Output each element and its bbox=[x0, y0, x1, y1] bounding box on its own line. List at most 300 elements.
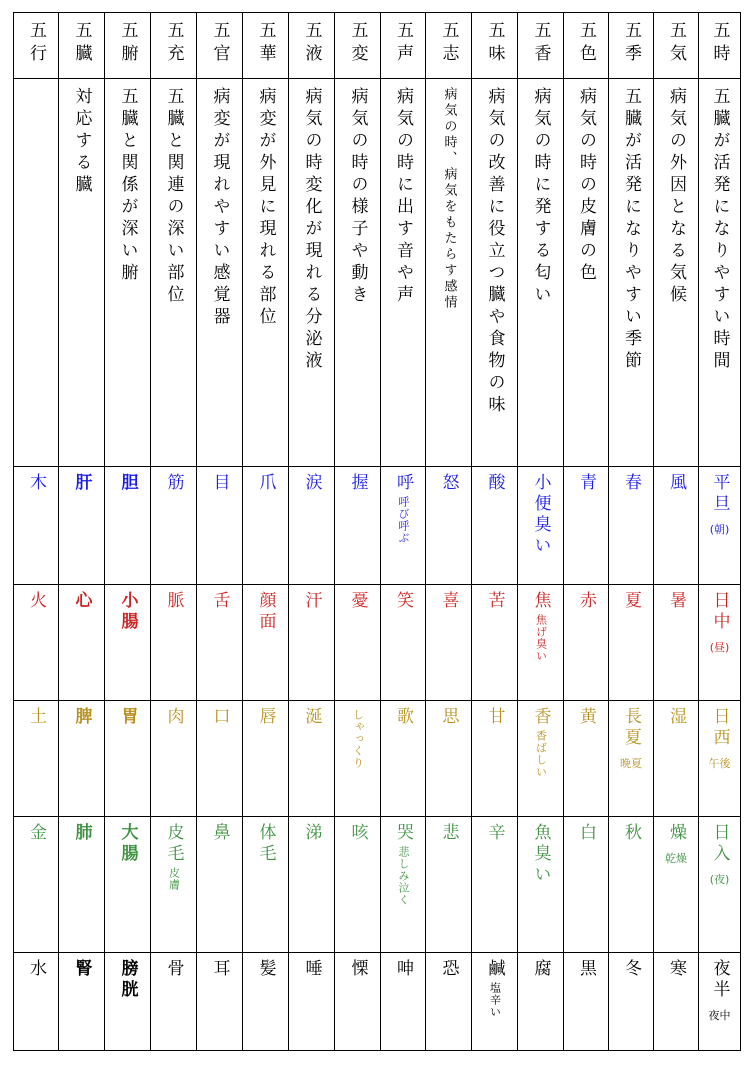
cell-main-text: 膀胱 bbox=[117, 959, 138, 1001]
element-cell bbox=[335, 953, 381, 1051]
header-cell bbox=[564, 13, 609, 79]
element-row-water bbox=[14, 953, 741, 1051]
cell-content bbox=[564, 817, 608, 844]
description-text: 五臓が活発になりやすい時間 bbox=[709, 87, 730, 373]
cell-main-text: 恐 bbox=[438, 959, 459, 980]
header-label: 五季 bbox=[621, 21, 641, 67]
cell-content bbox=[472, 585, 517, 612]
cell-content bbox=[426, 701, 471, 728]
cell-main-text: 骨 bbox=[163, 959, 184, 980]
cell-content bbox=[59, 953, 104, 980]
cell-main-text: 香 bbox=[530, 707, 551, 728]
cell-content bbox=[243, 467, 288, 494]
cell-content bbox=[151, 585, 196, 612]
header-cell bbox=[609, 13, 654, 79]
cell-content bbox=[59, 467, 104, 494]
cell-main-text: 慄 bbox=[347, 959, 368, 980]
cell-content bbox=[243, 817, 288, 865]
header-label: 五臓 bbox=[71, 21, 92, 67]
cell-content bbox=[14, 953, 58, 980]
description-text: 病気の改善に役立つ臓や食物の味 bbox=[484, 87, 505, 417]
element-cell bbox=[289, 467, 335, 585]
cell-sub-text: 呼び呼ぶ bbox=[397, 496, 410, 544]
cell-main-text: 涙 bbox=[301, 473, 322, 494]
cell-main-text: 腎 bbox=[71, 959, 92, 980]
header-cell bbox=[699, 13, 741, 79]
cell-main-text: 秋 bbox=[621, 823, 641, 844]
cell-main-text: 胃 bbox=[117, 707, 138, 728]
cell-content bbox=[564, 585, 608, 612]
element-cell bbox=[59, 467, 105, 585]
cell-main-text: 湿 bbox=[666, 707, 686, 728]
cell-main-text: 口 bbox=[209, 707, 230, 728]
cell-note-text: 晩夏 bbox=[620, 757, 642, 770]
element-cell bbox=[14, 585, 59, 701]
element-cell bbox=[654, 701, 699, 817]
element-cell bbox=[472, 817, 518, 953]
cell-main-text: 胆 bbox=[117, 473, 138, 494]
cell-content bbox=[426, 585, 471, 612]
element-cell bbox=[59, 585, 105, 701]
element-cell bbox=[518, 701, 564, 817]
cell-main-text: 髪 bbox=[255, 959, 276, 980]
cell-main-text: 夏 bbox=[621, 591, 641, 612]
cell-main-text: 木 bbox=[26, 473, 46, 494]
header-cell bbox=[426, 13, 472, 79]
cell-content bbox=[197, 953, 242, 980]
cell-content bbox=[105, 953, 150, 1001]
cell-sub-text: しゃっくり bbox=[351, 709, 365, 769]
cell-main-text: 小腸 bbox=[117, 591, 138, 633]
element-cell bbox=[472, 953, 518, 1051]
element-cell bbox=[381, 953, 426, 1051]
cell-content bbox=[564, 953, 608, 980]
cell-main-text: 爪 bbox=[255, 473, 276, 494]
cell-content bbox=[426, 953, 471, 980]
element-cell bbox=[654, 585, 699, 701]
cell-content bbox=[699, 467, 740, 537]
cell-main-text: 風 bbox=[666, 473, 686, 494]
cell-main-text: 筋 bbox=[163, 473, 184, 494]
header-label: 五気 bbox=[666, 21, 686, 67]
element-row-metal bbox=[14, 817, 741, 953]
element-cell bbox=[151, 467, 197, 585]
header-cell bbox=[335, 13, 381, 79]
cell-content bbox=[151, 701, 196, 728]
element-cell bbox=[105, 467, 151, 585]
element-cell bbox=[654, 817, 699, 953]
header-cell bbox=[472, 13, 518, 79]
cell-content bbox=[699, 701, 740, 771]
cell-main-text: 鼻 bbox=[209, 823, 230, 844]
cell-content bbox=[335, 467, 380, 494]
element-cell bbox=[518, 467, 564, 585]
header-cell bbox=[654, 13, 699, 79]
header-label: 五香 bbox=[530, 21, 551, 67]
cell-main-text: 唇 bbox=[255, 707, 276, 728]
element-cell bbox=[197, 585, 243, 701]
cell-content bbox=[197, 467, 242, 494]
cell-content bbox=[151, 817, 196, 891]
cell-main-text: 汗 bbox=[301, 591, 322, 612]
cell-main-text: 哭 bbox=[393, 823, 413, 844]
cell-main-text: 赤 bbox=[576, 591, 596, 612]
header-cell bbox=[197, 13, 243, 79]
cell-content bbox=[699, 953, 740, 1023]
description-cell bbox=[105, 79, 151, 467]
cell-main-text: 土 bbox=[26, 707, 46, 728]
element-cell bbox=[564, 585, 609, 701]
cell-main-text: 喜 bbox=[438, 591, 459, 612]
element-cell bbox=[518, 953, 564, 1051]
header-label: 五色 bbox=[576, 21, 596, 67]
element-cell bbox=[243, 467, 289, 585]
cell-content bbox=[59, 817, 104, 844]
cell-content bbox=[564, 701, 608, 728]
cell-content bbox=[59, 701, 104, 728]
element-cell bbox=[426, 467, 472, 585]
element-cell bbox=[609, 701, 654, 817]
cell-content bbox=[654, 701, 698, 728]
cell-main-text: 目 bbox=[209, 473, 230, 494]
cell-content bbox=[654, 817, 698, 866]
cell-main-text: 腐 bbox=[530, 959, 551, 980]
description-text: 病気の時の皮膚の色 bbox=[576, 87, 596, 285]
description-cell bbox=[609, 79, 654, 467]
cell-main-text: 水 bbox=[26, 959, 46, 980]
cell-content bbox=[518, 701, 563, 778]
cell-main-text: 肉 bbox=[163, 707, 184, 728]
cell-main-text: 唾 bbox=[301, 959, 322, 980]
description-text: 五臓と関係が深い腑 bbox=[117, 87, 138, 285]
element-cell bbox=[335, 467, 381, 585]
header-cell bbox=[14, 13, 59, 79]
header-label: 五液 bbox=[301, 21, 322, 67]
cell-content bbox=[518, 817, 563, 886]
cell-content bbox=[14, 467, 58, 494]
element-cell bbox=[699, 467, 741, 585]
cell-content bbox=[472, 701, 517, 728]
cell-main-text: 長夏 bbox=[621, 707, 641, 749]
cell-content bbox=[381, 817, 425, 906]
element-cell bbox=[609, 953, 654, 1051]
cell-main-text: 心 bbox=[71, 591, 92, 612]
cell-content bbox=[243, 953, 288, 980]
cell-sub-text: 皮膚 bbox=[167, 867, 181, 891]
header-row bbox=[14, 13, 741, 79]
cell-main-text: 夜半 bbox=[709, 959, 730, 1001]
description-cell bbox=[472, 79, 518, 467]
element-cell bbox=[197, 701, 243, 817]
element-cell bbox=[59, 701, 105, 817]
element-cell bbox=[197, 817, 243, 953]
element-cell bbox=[59, 817, 105, 953]
element-cell bbox=[472, 467, 518, 585]
element-cell bbox=[105, 701, 151, 817]
element-cell bbox=[472, 701, 518, 817]
element-cell bbox=[105, 585, 151, 701]
description-cell bbox=[381, 79, 426, 467]
element-cell bbox=[197, 467, 243, 585]
cell-content bbox=[105, 467, 150, 494]
description-cell bbox=[426, 79, 472, 467]
description-cell bbox=[335, 79, 381, 467]
element-row-wood bbox=[14, 467, 741, 585]
element-cell bbox=[335, 817, 381, 953]
cell-sub-text: 香ばしい bbox=[534, 730, 548, 778]
cell-content bbox=[381, 467, 425, 544]
cell-content bbox=[609, 817, 653, 844]
cell-content bbox=[243, 701, 288, 728]
header-label: 五時 bbox=[709, 21, 730, 67]
description-row bbox=[14, 79, 741, 467]
element-cell bbox=[699, 585, 741, 701]
description-cell bbox=[564, 79, 609, 467]
element-cell bbox=[381, 467, 426, 585]
header-label: 五志 bbox=[438, 21, 459, 67]
cell-content bbox=[699, 817, 740, 887]
cell-main-text: 脈 bbox=[163, 591, 184, 612]
cell-main-text: 肝 bbox=[71, 473, 92, 494]
cell-content bbox=[289, 953, 334, 980]
cell-main-text: 肺 bbox=[71, 823, 92, 844]
cell-content bbox=[289, 817, 334, 844]
header-label: 五声 bbox=[393, 21, 413, 67]
cell-content bbox=[59, 585, 104, 612]
cell-content bbox=[609, 467, 653, 494]
element-cell bbox=[609, 817, 654, 953]
element-cell bbox=[426, 817, 472, 953]
cell-main-text: 暑 bbox=[666, 591, 686, 612]
cell-content bbox=[105, 701, 150, 728]
cell-content bbox=[381, 953, 425, 980]
element-cell bbox=[426, 953, 472, 1051]
header-label: 五華 bbox=[255, 21, 276, 67]
description-cell bbox=[243, 79, 289, 467]
element-cell bbox=[243, 817, 289, 953]
cell-main-text: 涕 bbox=[301, 823, 322, 844]
element-cell bbox=[14, 701, 59, 817]
cell-main-text: 日西 bbox=[709, 707, 730, 749]
cell-content bbox=[243, 585, 288, 633]
cell-main-text: 握 bbox=[347, 473, 368, 494]
cell-main-text: 甘 bbox=[484, 707, 505, 728]
cell-content bbox=[197, 701, 242, 728]
element-cell bbox=[151, 953, 197, 1051]
description-cell bbox=[654, 79, 699, 467]
cell-main-text: 青 bbox=[576, 473, 596, 494]
header-cell bbox=[105, 13, 151, 79]
cell-main-text: 酸 bbox=[484, 473, 505, 494]
header-cell bbox=[151, 13, 197, 79]
cell-content bbox=[609, 953, 653, 980]
description-text: 五臓が活発になりやすい季節 bbox=[621, 87, 641, 373]
cell-note-text: 午後 bbox=[708, 757, 731, 770]
cell-content bbox=[289, 467, 334, 494]
header-label: 五充 bbox=[163, 21, 184, 67]
element-cell bbox=[14, 953, 59, 1051]
element-cell bbox=[335, 585, 381, 701]
cell-content bbox=[197, 817, 242, 844]
header-label: 五行 bbox=[26, 21, 46, 67]
cell-content bbox=[105, 585, 150, 633]
element-cell bbox=[381, 585, 426, 701]
element-cell bbox=[654, 467, 699, 585]
cell-note-text: 夜中 bbox=[708, 1009, 731, 1022]
header-cell bbox=[243, 13, 289, 79]
cell-content bbox=[518, 467, 563, 557]
cell-content bbox=[14, 701, 58, 728]
cell-note-text: (昼) bbox=[709, 641, 730, 654]
cell-content bbox=[381, 701, 425, 728]
cell-main-text: 小便臭い bbox=[530, 473, 551, 557]
cell-content bbox=[14, 817, 58, 844]
description-text: 病気の時、病気をもたらす感情 bbox=[441, 87, 457, 311]
cell-main-text: 思 bbox=[438, 707, 459, 728]
cell-main-text: 悲 bbox=[438, 823, 459, 844]
header-cell bbox=[59, 13, 105, 79]
element-cell bbox=[243, 585, 289, 701]
element-cell bbox=[289, 701, 335, 817]
cell-content bbox=[654, 953, 698, 980]
description-text: 病気の時変化が現れる分泌液 bbox=[301, 87, 322, 373]
cell-sub-text: 塩辛い bbox=[488, 982, 502, 1018]
cell-content bbox=[518, 953, 563, 980]
header-cell bbox=[518, 13, 564, 79]
cell-note-text: 乾燥 bbox=[665, 852, 687, 865]
cell-content bbox=[472, 467, 517, 494]
cell-main-text: 咳 bbox=[347, 823, 368, 844]
cell-main-text: 皮毛 bbox=[163, 823, 184, 865]
cell-content bbox=[381, 585, 425, 612]
five-elements-table bbox=[13, 12, 741, 1051]
cell-main-text: 舌 bbox=[209, 591, 230, 612]
description-text: 対応する臓 bbox=[71, 87, 92, 197]
element-cell bbox=[151, 701, 197, 817]
cell-main-text: 黒 bbox=[576, 959, 596, 980]
header-label: 五腑 bbox=[117, 21, 138, 67]
element-cell bbox=[699, 953, 741, 1051]
cell-main-text: 魚臭い bbox=[530, 823, 551, 886]
description-text: 病気の時に発する匂い bbox=[530, 87, 551, 307]
description-cell bbox=[151, 79, 197, 467]
cell-content bbox=[472, 817, 517, 844]
element-cell bbox=[518, 585, 564, 701]
element-cell bbox=[105, 953, 151, 1051]
element-cell bbox=[518, 817, 564, 953]
cell-sub-text: 焦げ臭い bbox=[534, 614, 548, 662]
cell-main-text: 鹹 bbox=[484, 959, 505, 980]
cell-content bbox=[197, 585, 242, 612]
element-cell bbox=[564, 953, 609, 1051]
cell-content bbox=[105, 817, 150, 865]
cell-main-text: 春 bbox=[621, 473, 641, 494]
description-cell bbox=[289, 79, 335, 467]
cell-main-text: 焦 bbox=[530, 591, 551, 612]
element-cell bbox=[105, 817, 151, 953]
cell-content bbox=[518, 585, 563, 662]
element-cell bbox=[151, 585, 197, 701]
element-cell bbox=[654, 953, 699, 1051]
cell-content bbox=[335, 701, 380, 769]
cell-content bbox=[426, 467, 471, 494]
description-cell bbox=[518, 79, 564, 467]
cell-main-text: 涎 bbox=[301, 707, 322, 728]
cell-content bbox=[472, 953, 517, 1018]
element-cell bbox=[289, 817, 335, 953]
cell-content bbox=[654, 467, 698, 494]
description-cell bbox=[14, 79, 59, 467]
element-cell bbox=[609, 467, 654, 585]
cell-content bbox=[609, 585, 653, 612]
cell-content bbox=[335, 953, 380, 980]
header-cell bbox=[381, 13, 426, 79]
description-text: 病変が外見に現れる部位 bbox=[255, 87, 276, 329]
description-text: 五臓と関連の深い部位 bbox=[163, 87, 184, 307]
cell-main-text: 耳 bbox=[209, 959, 230, 980]
element-row-earth bbox=[14, 701, 741, 817]
element-cell bbox=[472, 585, 518, 701]
header-label: 五味 bbox=[484, 21, 505, 67]
cell-main-text: 日中 bbox=[709, 591, 730, 633]
element-cell bbox=[699, 817, 741, 953]
element-cell bbox=[564, 817, 609, 953]
element-cell bbox=[14, 817, 59, 953]
cell-content bbox=[289, 701, 334, 728]
element-cell bbox=[151, 817, 197, 953]
cell-main-text: 寒 bbox=[666, 959, 686, 980]
cell-main-text: 黄 bbox=[576, 707, 596, 728]
cell-content bbox=[151, 953, 196, 980]
cell-main-text: 脾 bbox=[71, 707, 92, 728]
header-label: 五官 bbox=[209, 21, 230, 67]
element-cell bbox=[59, 953, 105, 1051]
element-cell bbox=[14, 467, 59, 585]
element-cell bbox=[197, 953, 243, 1051]
cell-main-text: 冬 bbox=[621, 959, 641, 980]
cell-main-text: 日入 bbox=[709, 823, 730, 865]
element-cell bbox=[609, 585, 654, 701]
cell-main-text: 白 bbox=[576, 823, 596, 844]
element-cell bbox=[699, 701, 741, 817]
element-cell bbox=[289, 585, 335, 701]
cell-content bbox=[699, 585, 740, 655]
cell-main-text: 体毛 bbox=[255, 823, 276, 865]
cell-main-text: 歌 bbox=[393, 707, 413, 728]
cell-main-text: 憂 bbox=[347, 591, 368, 612]
cell-note-text: (夜) bbox=[709, 873, 730, 886]
description-cell bbox=[59, 79, 105, 467]
cell-content bbox=[564, 467, 608, 494]
element-row-fire bbox=[14, 585, 741, 701]
cell-content bbox=[335, 817, 380, 844]
cell-content bbox=[151, 467, 196, 494]
cell-content bbox=[335, 585, 380, 612]
header-cell bbox=[289, 13, 335, 79]
element-cell bbox=[243, 953, 289, 1051]
cell-sub-text: 悲しみ泣く bbox=[397, 846, 410, 906]
element-cell bbox=[381, 701, 426, 817]
cell-main-text: 大腸 bbox=[117, 823, 138, 865]
description-text: 病変が現れやすい感覚器 bbox=[209, 87, 230, 329]
cell-main-text: 火 bbox=[26, 591, 46, 612]
cell-main-text: 顔面 bbox=[255, 591, 276, 633]
cell-content bbox=[609, 701, 653, 771]
cell-content bbox=[654, 585, 698, 612]
element-cell bbox=[564, 467, 609, 585]
description-cell bbox=[699, 79, 741, 467]
cell-main-text: 笑 bbox=[393, 591, 413, 612]
